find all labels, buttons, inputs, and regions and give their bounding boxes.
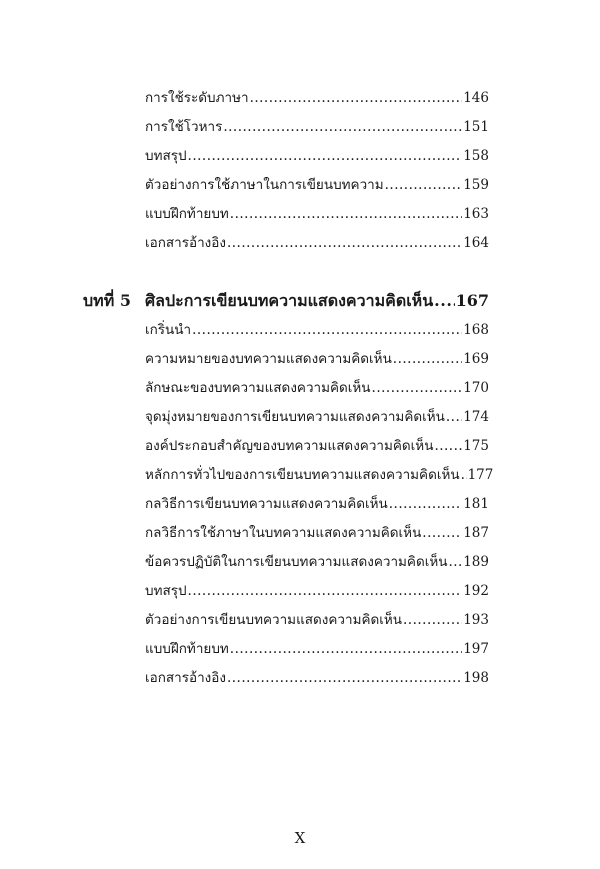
toc-leader-dots	[188, 145, 463, 167]
toc-leader-dots	[434, 288, 454, 314]
toc-entry	[145, 87, 489, 109]
toc-entry-title: แบบฝึกท้ายบท	[145, 641, 229, 657]
toc-leader-dots	[461, 464, 467, 486]
toc-leader-dots	[250, 87, 463, 109]
toc-leader-dots	[192, 319, 462, 341]
toc-entry	[145, 609, 489, 631]
toc-leader-dots	[372, 377, 463, 399]
toc-entry-title: การใช้โวหาร	[145, 119, 223, 135]
toc-entry-title: การใช้ระดับภาษา	[145, 90, 249, 106]
toc-entry-title: กลวิธีการเขียนบทความแสดงความคิดเห็น	[145, 496, 388, 512]
toc-leader-dots	[403, 609, 462, 631]
toc-entry-page: 174	[463, 409, 489, 425]
toc-leader-dots	[223, 116, 462, 138]
toc-entry-title: ตัวอย่างการใช้ภาษาในการเขียนบทความ	[145, 177, 384, 193]
toc-entry-page: 158	[463, 148, 489, 164]
toc-leader-dots	[230, 203, 462, 225]
toc-leader-dots	[448, 551, 462, 573]
toc-entry-title: บทสรุป	[145, 583, 187, 599]
toc-leader-dots	[188, 580, 463, 602]
toc-entry	[145, 377, 489, 399]
toc-entry	[145, 116, 489, 138]
toc-entry-page: 193	[463, 612, 489, 628]
toc-leader-dots	[422, 522, 462, 544]
toc-entry-title: ข้อควรปฏิบัติในการเขียนบทความแสดงความคิดเห็น	[145, 554, 448, 570]
footer-page-number: X	[294, 829, 306, 847]
toc-entry-page: 189	[463, 554, 489, 570]
toc-entry-page: 159	[463, 177, 489, 193]
toc-leader-dots	[385, 174, 463, 196]
toc-entry-page: 187	[463, 525, 489, 541]
toc-entry-title: เอกสารอ้างอิง	[145, 670, 226, 686]
toc-leader-dots	[227, 232, 462, 254]
toc-entry-page: 177	[467, 467, 494, 483]
toc-entry	[145, 580, 489, 602]
toc-entry-page: 192	[463, 583, 489, 599]
chapter-heading	[83, 288, 489, 314]
toc-entry-page: 151	[463, 119, 489, 135]
toc-entry-title: ลักษณะของบทความแสดงความคิดเห็น	[145, 380, 371, 396]
toc-entry-title: หลักการทั่วไปของการเขียนบทความแสดงความคิดเห็น	[145, 467, 460, 483]
toc-leader-dots	[446, 406, 462, 428]
toc-entry-title: กลวิธีการใช้ภาษาในบทความแสดงความคิดเห็น	[145, 525, 422, 541]
toc-entry	[145, 493, 489, 515]
toc-entry-page: 198	[463, 670, 489, 686]
chapter-number: บทที่ 5	[83, 291, 131, 310]
toc-entry-title: เกริ่นนำ	[145, 322, 192, 338]
toc-entry-page: 169	[463, 351, 489, 367]
toc-entry-title: จุดมุ่งหมายของการเขียนบทความแสดงความคิดเห็น	[145, 409, 445, 425]
toc-entry	[145, 174, 489, 196]
toc-leader-dots	[393, 348, 462, 370]
chapter-page: 167	[455, 291, 489, 310]
toc-entry-title: ความหมายของบทความแสดงความคิดเห็น	[145, 351, 392, 367]
toc-entry	[145, 522, 489, 544]
toc-entry-page: 164	[463, 235, 489, 251]
toc-entry-title: องค์ประกอบสำคัญของบทความแสดงความคิดเห็น	[145, 438, 434, 454]
toc-entry-title: แบบฝึกท้ายบท	[145, 206, 229, 222]
toc-leader-dots	[227, 667, 462, 689]
toc-entry-title: ตัวอย่างการเขียนบทความแสดงความคิดเห็น	[145, 612, 403, 628]
toc-leader-dots	[434, 435, 462, 457]
toc-entry-page: 181	[463, 496, 489, 512]
toc-leader-dots	[230, 638, 462, 660]
toc-entry-title: บทสรุป	[145, 148, 187, 164]
toc-entry-page: 175	[463, 438, 489, 454]
toc-entry	[145, 319, 489, 341]
toc-entry	[145, 348, 489, 370]
toc-entry-page: 168	[463, 322, 489, 338]
toc-entry	[145, 145, 489, 167]
toc-entry-page: 197	[463, 641, 489, 657]
chapter-title: ศิลปะการเขียนบทความแสดงความคิดเห็น	[145, 291, 434, 310]
toc-entry	[145, 406, 489, 428]
toc-entry	[145, 203, 489, 225]
toc-entry	[145, 464, 494, 486]
toc-entry	[145, 667, 489, 689]
toc-entry-title: เอกสารอ้างอิง	[145, 235, 226, 251]
toc-entry	[145, 638, 489, 660]
toc-entry	[145, 435, 489, 457]
toc-entry	[145, 232, 489, 254]
toc-entry	[145, 551, 489, 573]
toc-leader-dots	[389, 493, 462, 515]
toc-entry-page: 163	[463, 206, 489, 222]
toc-entry-page: 170	[463, 380, 489, 396]
toc-entry-page: 146	[463, 90, 489, 106]
